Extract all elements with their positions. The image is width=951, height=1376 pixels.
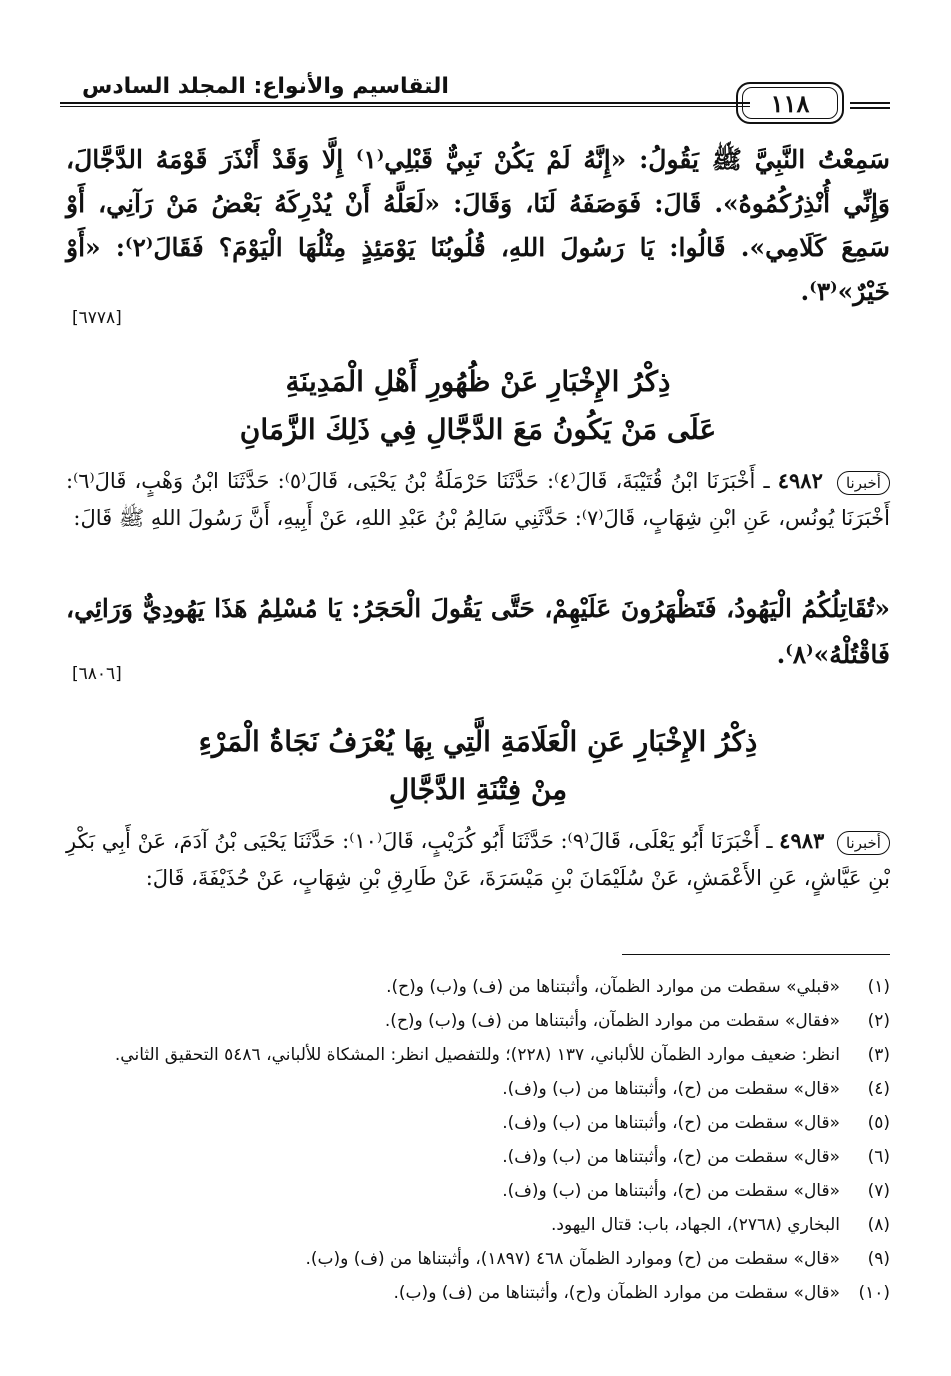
footnote-number: (٢) bbox=[867, 1011, 890, 1031]
hadith-matn-4982: «تُقَاتِلُكُمُ الْيَهُودُ، فَتَظْهَرُونَ عَلَيْهِمْ، حَتَّى يَقُولَ الْحَجَرُ: يَا مُسْلِمُ هَذَا يَهُودِيٌّ وَرَائِي، فَاقْتُلْهُ»⁽٨⁾. bbox=[66, 594, 890, 669]
section-heading-2-line-2: مِنْ فِتْنَةِ الدَّجَّالِ bbox=[388, 773, 568, 806]
footnote-text: «قال» سقطت من (ح)، وأثبتناها من (ب) و(ف). bbox=[502, 1113, 840, 1133]
footnote-text: انظر: ضعيف موارد الظمآن للألباني، ١٣٧ (٢٢٨)؛ وللتفصيل انظر: المشكاة للألباني، ٥٤٨٦ التحقيق الثاني. bbox=[114, 1045, 840, 1065]
footnote-text: «قال» سقطت من (ح)، وأثبتناها من (ب) و(ف). bbox=[502, 1079, 840, 1099]
header-rule bbox=[60, 102, 750, 104]
footnote-number: (٧) bbox=[867, 1181, 890, 1201]
footnote-number: (٦) bbox=[867, 1147, 890, 1167]
footnote-text: «قال» سقطت من (ح)، وأثبتناها من (ب) و(ف). bbox=[502, 1181, 840, 1201]
footnote-number: (٥) bbox=[867, 1113, 890, 1133]
footnote-number: (٤) bbox=[867, 1079, 890, 1099]
page-header bbox=[60, 68, 890, 130]
isnad-text: ـ أَخْبَرَنَا أَبُو يَعْلَى، قَالَ⁽٩⁾: حَدَّثَنَا أَبُو كُرَيْبٍ، قَالَ⁽١٠⁾: حَدَّثَنَا يَحْيَى بْنُ آدَمَ، عَنْ أَبِي بَكْرِ بْنِ عَيَّاشٍ، عَنِ الأَعْمَشِ، عَنْ سُلَيْمَانَ بْنِ مَيْسَرَةَ، عَنْ طَارِقِ بْنِ شِهَابٍ، عَنْ حُذَيْفَةَ، قَالَ: bbox=[66, 829, 890, 890]
footnote bbox=[70, 1140, 890, 1174]
section-heading-1-line-1: ذِكْرُ الإِخْبَارِ عَنْ ظُهُورِ أَهْلِ الْمَدِينَةِ bbox=[285, 365, 671, 398]
footnote bbox=[70, 1072, 890, 1106]
footnote-number: (٩) bbox=[867, 1249, 890, 1269]
hadith-text-continued: سَمِعْتُ النَّبِيَّ ﷺ يَقُولُ: «إِنَّهُ لَمْ يَكُنْ نَبِيٌّ قَبْلِي⁽١⁾ إِلَّا وَقَدْ أَنْذَرَ قَوْمَهُ الدَّجَّالَ، وَإِنِّي أُنْذِرُكُمُوهُ». قَالَ: فَوَصَفَهُ لَنَا، وَقَالَ: «لَعَلَّهُ أَنْ يُدْرِكَهُ بَعْضُ مَنْ رَآنِي، أَوْ سَمِعَ كَلَامِي». قَالُوا: يَا رَسُولَ اللهِ، قُلُوبُنَا يَوْمَئِذٍ مِثْلُهَا الْيَوْمَ؟ فَقَالَ⁽٢⁾: «أَوْ خَيْرٌ»⁽٣⁾. bbox=[66, 145, 890, 306]
footnote bbox=[70, 970, 890, 1004]
footnote-text: «قال» سقطت من (ح)، وأثبتناها من (ب) و(ف). bbox=[502, 1147, 840, 1167]
footnote bbox=[70, 1276, 890, 1310]
footnote bbox=[70, 1208, 890, 1242]
footnote-text: «قبلي» سقطت من موارد الظمآن، وأثبتناها من (ف) و(ب) و(ح). bbox=[386, 977, 840, 997]
footnote-number: (١) bbox=[867, 977, 890, 997]
hadith-reference: [٦٧٧٨] bbox=[72, 308, 122, 328]
footnote bbox=[70, 1174, 890, 1208]
footnote-text: «فقال» سقطت من موارد الظمآن، وأثبتناها من (ف) و(ب) و(ح). bbox=[384, 1011, 840, 1031]
isnad-4983 bbox=[66, 822, 890, 897]
footnote-number: (٨) bbox=[867, 1215, 890, 1235]
akhbarana-badge: أخبرنا bbox=[837, 831, 890, 855]
footnote-text: «قال» سقطت من (ح) وموارد الظمآن ٤٦٨ (١٨٩٧)، وأثبتناها من (ف) و(ب). bbox=[305, 1249, 840, 1269]
footnotes bbox=[70, 970, 890, 1310]
page-number-frame bbox=[736, 82, 844, 124]
page-number: ١١٨ bbox=[742, 87, 838, 119]
footnote-separator bbox=[622, 954, 890, 955]
hadith-number: ٤٩٨٢ bbox=[777, 468, 823, 493]
isnad-text: ـ أَخْبَرَنَا ابْنُ قُتَيْبَةَ، قَالَ⁽٤⁾: حَدَّثَنَا حَرْمَلَةُ بْنُ يَحْيَى، قَالَ⁽٥⁾: حَدَّثَنَا ابْنُ وَهْبٍ، قَالَ⁽٦⁾: أَخْبَرَنَا يُونُس، عَنِ ابْنِ شِهَابٍ، قَالَ⁽٧⁾: حَدَّثَنِي سَالِمُ بْنُ عَبْدِ اللهِ، عَنْ أَبِيهِ، أَنَّ رَسُولَ اللهِ ﷺ قَالَ: bbox=[66, 469, 890, 530]
footnote-text: البخاري (٢٧٦٨)، الجهاد، باب: قتال اليهود. bbox=[550, 1215, 840, 1235]
header-dash-2 bbox=[850, 107, 890, 109]
footnote bbox=[70, 1004, 890, 1038]
isnad-4982 bbox=[66, 462, 890, 537]
footnote bbox=[70, 1242, 890, 1276]
footnote-number: (٣) bbox=[867, 1045, 890, 1065]
section-heading-1-line-2: عَلَى مَنْ يَكُونُ مَعَ الدَّجَّالِ فِي ذَلِكَ الزَّمَانِ bbox=[239, 413, 717, 446]
header-rule-thin bbox=[60, 106, 750, 107]
footnote bbox=[70, 1106, 890, 1140]
hadith-number: ٤٩٨٣ bbox=[779, 828, 825, 853]
section-heading-2-line-1: ذِكْرُ الإِخْبَارِ عَنِ الْعَلَامَةِ الَّتِي بِهَا يُعْرَفُ نَجَاةُ الْمَرْءِ bbox=[198, 725, 758, 758]
footnote bbox=[70, 1038, 890, 1072]
footnote-number: (١٠) bbox=[858, 1283, 890, 1303]
akhbarana-badge: أخبرنا bbox=[837, 471, 890, 495]
running-title: التقاسيم والأنواع: المجلد السادس bbox=[82, 74, 449, 99]
header-dash bbox=[850, 102, 890, 104]
hadith-reference: [٦٨٠٦] bbox=[72, 664, 122, 684]
footnote-text: «قال» سقطت من موارد الظمآن و(ح)، وأثبتناها من (ف) و(ب). bbox=[393, 1283, 840, 1303]
